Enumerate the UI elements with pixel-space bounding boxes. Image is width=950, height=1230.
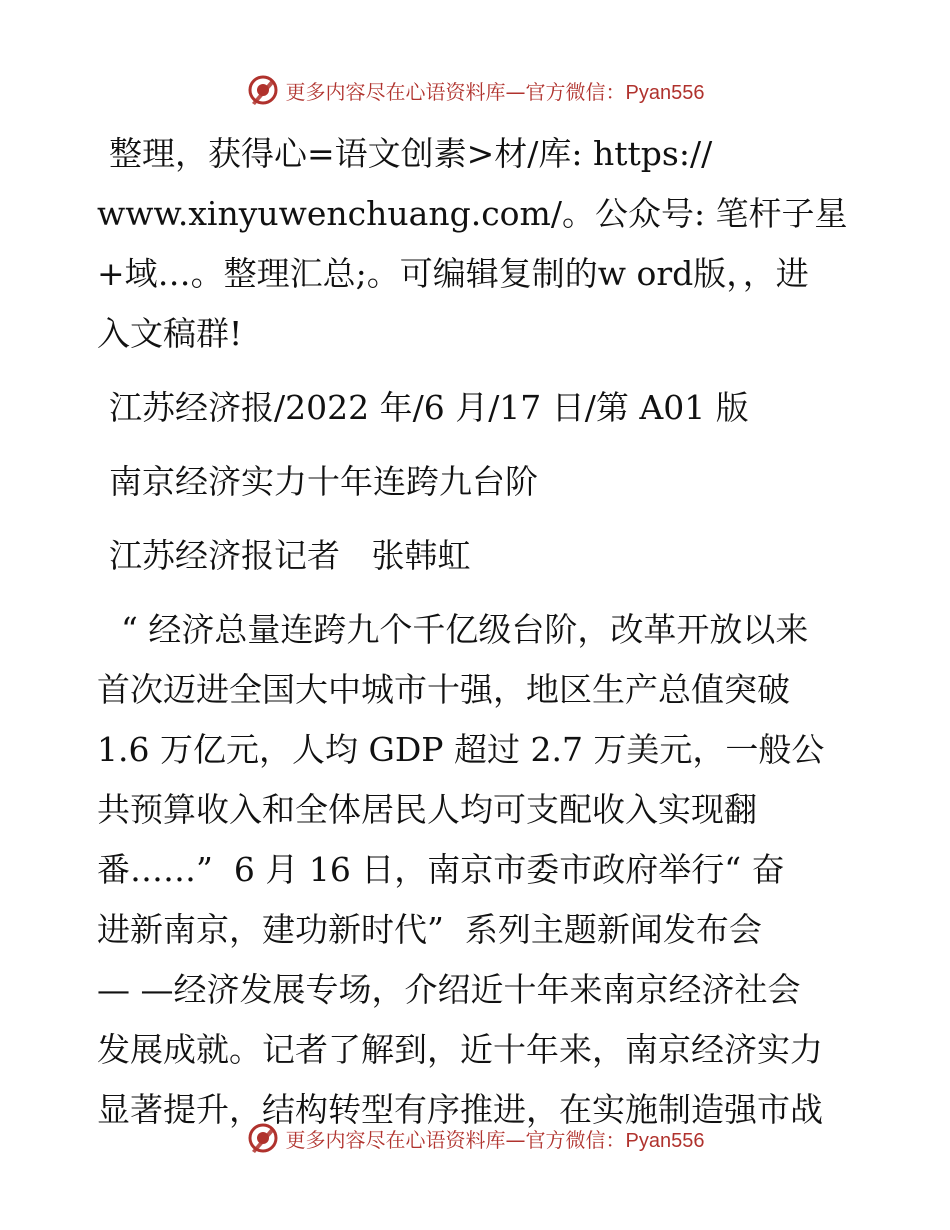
footer-banner xyxy=(0,1118,950,1158)
pen-logo-icon xyxy=(246,73,280,107)
intro-line: +域…。整理汇总;。可编辑复制的w ord版，，进 xyxy=(97,254,809,293)
banner-text: 更多内容尽在心语资料库—官方微信：Pyan556 xyxy=(285,1127,705,1152)
body-line: 番……” 6 月 16 日，南京市委市政府举行“ 奋 xyxy=(97,850,785,889)
header-banner xyxy=(0,70,950,110)
body-line: 共预算收入和全体居民人均可支配收入实现翻 xyxy=(97,790,757,829)
intro-line: 整理，获得心=语文创素>材/库: https:// xyxy=(109,134,713,173)
banner-text: 更多内容尽在心语资料库—官方微信：Pyan556 xyxy=(285,79,705,104)
body-line: 1.6 万亿元，人均 GDP 超过 2.7 万美元，一般公 xyxy=(97,730,825,769)
body-line: 发展成就。记者了解到，近十年来，南京经济实力 xyxy=(97,1030,823,1069)
document-body xyxy=(97,124,857,1140)
body-line: 进新南京，建功新时代” 系列主题新闻发布会 xyxy=(97,910,762,949)
body-line: — —经济发展专场，介绍近十年来南京经济社会 xyxy=(97,970,801,1009)
article-source: 江苏经济报/2022 年/6 月/17 日/第 A01 版 xyxy=(109,388,749,427)
intro-line: 入文稿群! xyxy=(97,314,243,353)
article-title: 南京经济实力十年连跨九台阶 xyxy=(109,462,538,501)
body-line: 显著提升，结构转型有序推进，在实施制造强市战 xyxy=(97,1090,823,1129)
intro-line: www.xinyuwenchuang.com/。公众号: 笔杆子星 xyxy=(97,194,848,233)
pen-logo-icon xyxy=(246,1121,280,1155)
article-byline: 江苏经济报记者 张韩虹 xyxy=(109,536,471,575)
body-line: 首次迈进全国大中城市十强，地区生产总值突破 xyxy=(97,670,790,709)
body-line: “ 经济总量连跨九个千亿级台阶，改革开放以来 xyxy=(121,610,809,649)
